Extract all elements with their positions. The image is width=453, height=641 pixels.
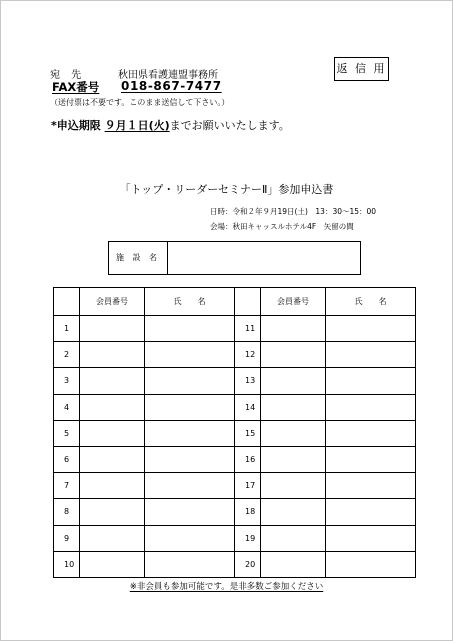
facility-name-field[interactable] (108, 241, 361, 275)
deadline-suffix: までお願いいたします。 (169, 119, 290, 132)
member-number-field[interactable] (80, 420, 145, 446)
row-number: 8 (54, 499, 80, 525)
name-field[interactable] (145, 499, 235, 525)
member-number-field[interactable] (261, 446, 326, 472)
name-field[interactable] (145, 446, 235, 472)
row-number: 2 (54, 342, 80, 368)
name-field[interactable] (145, 368, 235, 394)
member-number-field[interactable] (261, 525, 326, 551)
address-label: 宛 先 (50, 70, 86, 81)
table-row (54, 368, 416, 394)
header-name: 氏 名 (145, 288, 235, 316)
row-number: 15 (235, 420, 261, 446)
row-number: 1 (54, 316, 80, 342)
table-row (54, 394, 416, 420)
deadline-line (51, 117, 290, 133)
name-field[interactable] (145, 473, 235, 499)
member-number-field[interactable] (80, 368, 145, 394)
name-field[interactable] (145, 551, 235, 577)
row-number: 10 (54, 551, 80, 577)
member-number-field[interactable] (261, 499, 326, 525)
name-field[interactable] (145, 342, 235, 368)
table-row (54, 316, 416, 342)
member-number-field[interactable] (80, 525, 145, 551)
row-number: 5 (54, 420, 80, 446)
name-field[interactable] (326, 551, 416, 577)
name-field[interactable] (326, 446, 416, 472)
name-field[interactable] (145, 420, 235, 446)
table-row (54, 473, 416, 499)
table-row (54, 446, 416, 472)
table-row (54, 420, 416, 446)
row-number: 7 (54, 473, 80, 499)
name-field[interactable] (326, 368, 416, 394)
row-number: 18 (235, 499, 261, 525)
header-name: 氏 名 (326, 288, 416, 316)
member-number-field[interactable] (261, 368, 326, 394)
form-title: 「トップ・リーダーセミナーⅡ」参加申込書 (119, 183, 334, 196)
facility-name-label: 施 設 名 (109, 242, 168, 274)
registration-table (53, 287, 416, 578)
member-number-field[interactable] (261, 394, 326, 420)
table-row (54, 342, 416, 368)
header-number-cell (54, 288, 80, 316)
fax-note: （送付票は不要です。このまま送信して下さい。） (50, 98, 230, 107)
member-number-field[interactable] (80, 316, 145, 342)
member-number-field[interactable] (261, 316, 326, 342)
row-number: 17 (235, 473, 261, 499)
table-row (54, 551, 416, 577)
deadline-prefix: *申込期限 (51, 119, 105, 132)
header-member-no: 会員番号 (261, 288, 326, 316)
member-number-field[interactable] (261, 342, 326, 368)
row-number: 16 (235, 446, 261, 472)
table-row (54, 525, 416, 551)
member-number-field[interactable] (80, 342, 145, 368)
row-number: 6 (54, 446, 80, 472)
table-row (54, 499, 416, 525)
footer-note: ※非会員も参加可能です。是非多数ご参加ください (129, 582, 324, 592)
member-number-field[interactable] (261, 420, 326, 446)
header-member-no: 会員番号 (80, 288, 145, 316)
member-number-field[interactable] (261, 551, 326, 577)
row-number: 14 (235, 394, 261, 420)
row-number: 19 (235, 525, 261, 551)
row-number: 11 (235, 316, 261, 342)
fax-label: FAX番号 (52, 80, 100, 94)
fax-number: 018-867-7477 (121, 79, 222, 93)
reply-stamp: 返 信 用 (334, 57, 389, 81)
event-venue: 会場：秋田キャッスルホテル4F 矢留の間 (210, 222, 354, 231)
name-field[interactable] (326, 342, 416, 368)
name-field[interactable] (145, 394, 235, 420)
row-number: 9 (54, 525, 80, 551)
address-value: 秋田県看護連盟事務所 (118, 70, 218, 81)
event-date: 日時：令和２年９月19日(土) 13：30～15：00 (210, 207, 377, 216)
member-number-field[interactable] (80, 551, 145, 577)
member-number-field[interactable] (261, 473, 326, 499)
table-header-row (54, 288, 416, 316)
name-field[interactable] (145, 525, 235, 551)
deadline-date: ９月１日(火) (104, 119, 170, 132)
header-number-cell (235, 288, 261, 316)
name-field[interactable] (326, 420, 416, 446)
name-field[interactable] (326, 473, 416, 499)
member-number-field[interactable] (80, 394, 145, 420)
row-number: 13 (235, 368, 261, 394)
row-number: 4 (54, 394, 80, 420)
row-number: 3 (54, 368, 80, 394)
name-field[interactable] (326, 394, 416, 420)
row-number: 12 (235, 342, 261, 368)
name-field[interactable] (326, 499, 416, 525)
member-number-field[interactable] (80, 499, 145, 525)
row-number: 20 (235, 551, 261, 577)
name-field[interactable] (326, 316, 416, 342)
name-field[interactable] (145, 316, 235, 342)
name-field[interactable] (326, 525, 416, 551)
member-number-field[interactable] (80, 473, 145, 499)
member-number-field[interactable] (80, 446, 145, 472)
